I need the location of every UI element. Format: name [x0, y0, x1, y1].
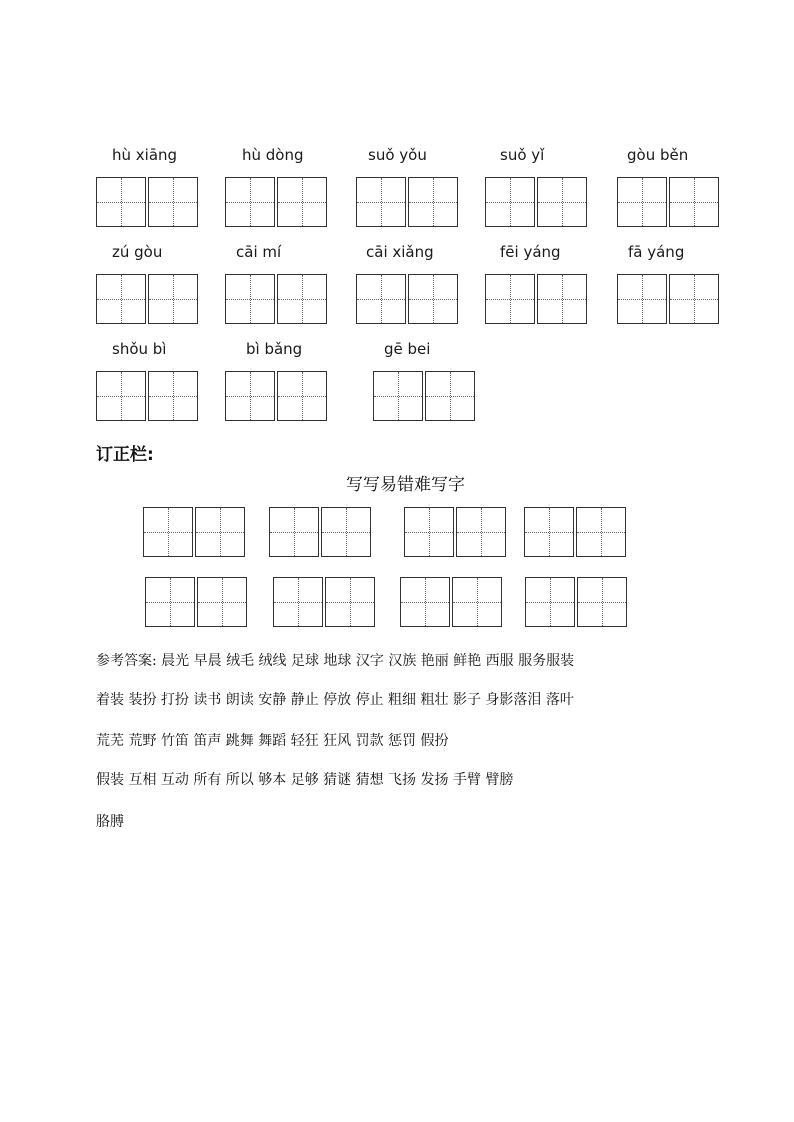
writing-grid-pair[interactable] — [96, 371, 200, 421]
writing-cell[interactable] — [277, 177, 327, 227]
writing-cell[interactable] — [321, 507, 371, 557]
writing-grid-pair[interactable] — [225, 371, 329, 421]
writing-cell[interactable] — [576, 507, 626, 557]
writing-cell[interactable] — [356, 274, 406, 324]
writing-cell[interactable] — [277, 371, 327, 421]
practice-grid-pair[interactable] — [269, 507, 373, 557]
pinyin-zu-gou: zú gòu — [112, 243, 163, 261]
practice-grid-pair[interactable] — [273, 577, 377, 627]
answer-line-4: 假装 互相 互动 所有 所以 够本 足够 猜谜 猜想 飞扬 发扬 手臂 臂膀 — [96, 772, 514, 788]
writing-grid-pair[interactable] — [617, 177, 721, 227]
writing-cell[interactable] — [269, 507, 319, 557]
pinyin-cai-mi: cāi mí — [236, 243, 282, 261]
writing-cell[interactable] — [404, 507, 454, 557]
writing-grid-pair[interactable] — [225, 274, 329, 324]
writing-cell[interactable] — [485, 177, 535, 227]
writing-cell[interactable] — [96, 177, 146, 227]
writing-cell[interactable] — [425, 371, 475, 421]
pinyin-cai-xiang: cāi xiǎng — [366, 243, 434, 261]
writing-grid-pair[interactable] — [96, 274, 200, 324]
writing-cell[interactable] — [148, 177, 198, 227]
writing-cell[interactable] — [537, 177, 587, 227]
writing-cell[interactable] — [273, 577, 323, 627]
pinyin-bi-bang: bì bǎng — [246, 340, 303, 358]
pinyin-shou-bi: shǒu bì — [112, 340, 167, 358]
writing-grid-pair[interactable] — [373, 371, 477, 421]
answer-line-1: 参考答案: 晨光 早晨 绒毛 绒线 足球 地球 汉字 汉族 艳丽 鲜艳 西服 服务服装 — [96, 653, 575, 669]
writing-cell[interactable] — [669, 177, 719, 227]
answer-line-2: 着装 装扮 打扮 读书 朗读 安静 静止 停放 停止 粗细 粗壮 影子 身影落泪 落叶 — [96, 692, 574, 708]
writing-cell[interactable] — [373, 371, 423, 421]
writing-cell[interactable] — [325, 577, 375, 627]
writing-cell[interactable] — [145, 577, 195, 627]
answer-line-5: 胳膊 — [96, 814, 124, 830]
writing-cell[interactable] — [669, 274, 719, 324]
writing-cell[interactable] — [148, 274, 198, 324]
writing-cell[interactable] — [225, 371, 275, 421]
writing-cell[interactable] — [143, 507, 193, 557]
pinyin-fei-yang: fēi yáng — [500, 243, 561, 261]
writing-cell[interactable] — [225, 177, 275, 227]
writing-grid-pair[interactable] — [485, 274, 589, 324]
practice-grid-pair[interactable] — [145, 577, 249, 627]
answer-line-3: 荒芜 荒野 竹笛 笛声 跳舞 舞蹈 轻狂 狂风 罚款 惩罚 假扮 — [96, 733, 449, 749]
practice-grid-pair[interactable] — [400, 577, 504, 627]
writing-grid-pair[interactable] — [225, 177, 329, 227]
writing-cell[interactable] — [96, 274, 146, 324]
practice-grid-pair[interactable] — [143, 507, 247, 557]
writing-grid-pair[interactable] — [356, 177, 460, 227]
practice-grid-pair[interactable] — [404, 507, 508, 557]
writing-cell[interactable] — [452, 577, 502, 627]
writing-cell[interactable] — [524, 507, 574, 557]
writing-cell[interactable] — [195, 507, 245, 557]
pinyin-fa-yang: fā yáng — [628, 243, 685, 261]
pinyin-ge-bei: gē bei — [384, 340, 431, 358]
writing-cell[interactable] — [485, 274, 535, 324]
pinyin-gou-ben: gòu běn — [627, 146, 689, 164]
practice-title: 写写易错难写字 — [346, 475, 465, 495]
writing-cell[interactable] — [456, 507, 506, 557]
pinyin-suo-you: suǒ yǒu — [368, 146, 427, 164]
writing-cell[interactable] — [577, 577, 627, 627]
writing-cell[interactable] — [197, 577, 247, 627]
writing-grid-pair[interactable] — [96, 177, 200, 227]
correction-label: 订正栏: — [96, 445, 154, 465]
pinyin-hu-xiang: hù xiāng — [112, 146, 178, 164]
writing-cell[interactable] — [277, 274, 327, 324]
pinyin-suo-yi: suǒ yǐ — [500, 146, 545, 164]
pinyin-hu-dong: hù dòng — [242, 146, 304, 164]
writing-grid-pair[interactable] — [356, 274, 460, 324]
writing-cell[interactable] — [148, 371, 198, 421]
writing-cell[interactable] — [96, 371, 146, 421]
writing-cell[interactable] — [400, 577, 450, 627]
writing-cell[interactable] — [225, 274, 275, 324]
writing-cell[interactable] — [617, 177, 667, 227]
writing-cell[interactable] — [525, 577, 575, 627]
writing-grid-pair[interactable] — [485, 177, 589, 227]
writing-cell[interactable] — [356, 177, 406, 227]
writing-cell[interactable] — [617, 274, 667, 324]
writing-cell[interactable] — [408, 177, 458, 227]
writing-cell[interactable] — [537, 274, 587, 324]
writing-grid-pair[interactable] — [617, 274, 721, 324]
writing-cell[interactable] — [408, 274, 458, 324]
practice-grid-pair[interactable] — [525, 577, 629, 627]
practice-grid-pair[interactable] — [524, 507, 628, 557]
